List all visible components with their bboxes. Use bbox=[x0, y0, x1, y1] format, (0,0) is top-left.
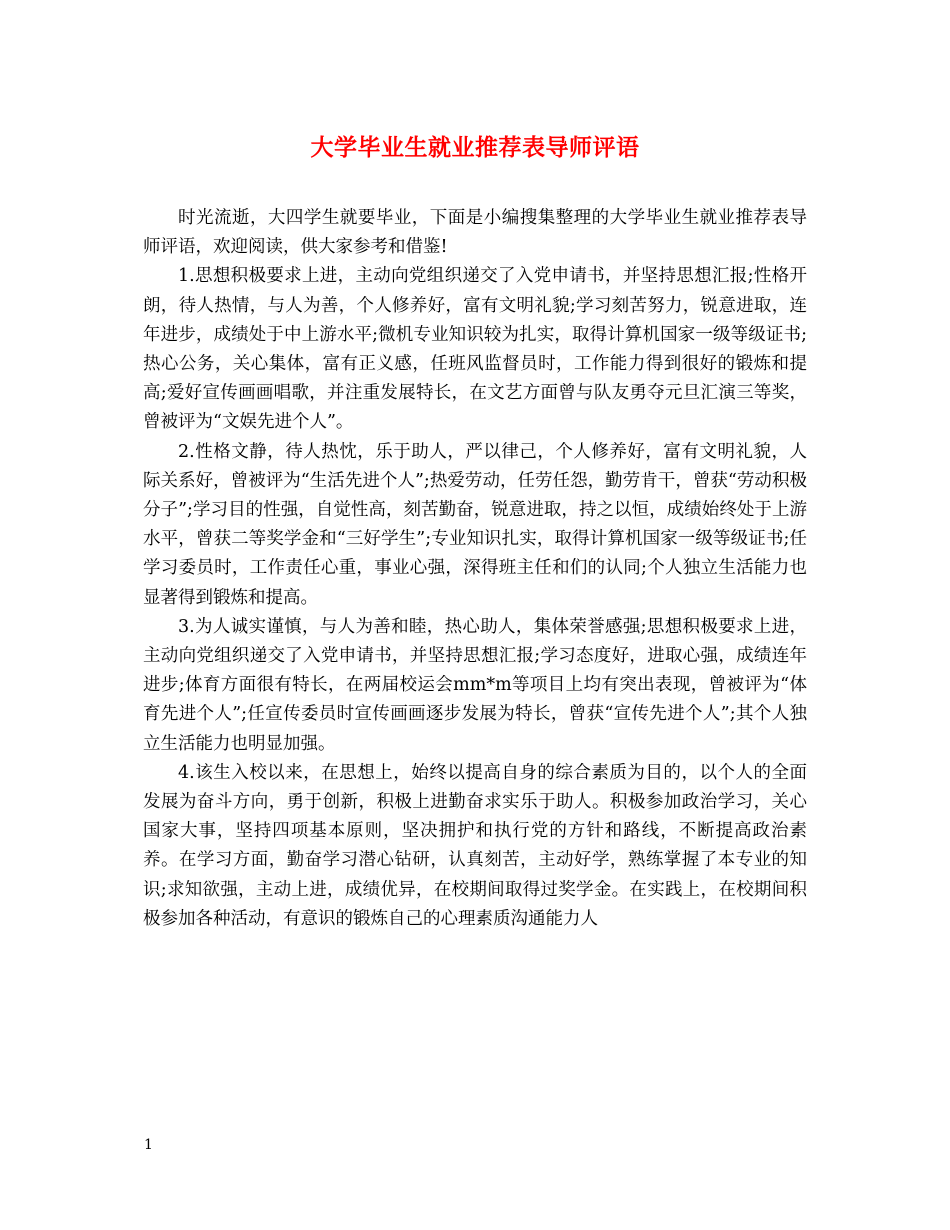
intro-paragraph: 时光流逝，大四学生就要毕业，下面是小编搜集整理的大学毕业生就业推荐表导师评语，欢迎阅读，供大家参考和借鉴! bbox=[143, 208, 807, 258]
comment-paragraph-1: 1.思想积极要求上进，主动向党组织递交了入党申请书，并坚持思想汇报;性格开朗，待人热情，与人为善，个人修养好，富有文明礼貌;学习刻苦努力，锐意进取，连年进步，成绩处于中上游水平;微机专业知识较为扎实，取得计算机国家一级等级证书;热心公务，关心集体，富有正义感，任班风监督员时，工作能力得到很好的锻炼和提高;爱好宣传画画唱歌，并注重发展特长，在文艺方面曾与队友勇夺元旦汇演三等奖，曾被评为“文娱先进个人”。 bbox=[143, 266, 807, 433]
comment-paragraph-4: 4.该生入校以来，在思想上，始终以提高自身的综合素质为目的，以个人的全面发展为奋斗方向，勇于创新，积极上进勤奋求实乐于助人。积极参加政治学习，关心国家大事，坚持四项基本原则，坚决拥护和执行党的方针和路线，不断提高政治素养。在学习方面，勤奋学习潜心钻研，认真刻苦，主动好学，熟练掌握了本专业的知识;求知欲强，主动上进，成绩优异，在校期间取得过奖学金。在实践上，在校期间积极参加各种活动，有意识的锻炼自己的心理素质沟通能力人 bbox=[143, 762, 807, 929]
document-title: 大学毕业生就业推荐表导师评语 bbox=[310, 134, 640, 161]
comment-paragraph-3: 3.为人诚实谨慎，与人为善和睦，热心助人，集体荣誉感强;思想积极要求上进，主动向党组织递交了入党申请书，并坚持思想汇报;学习态度好，进取心强，成绩连年进步;体育方面很有特长，在两届校运会mm*m等项目上均有突出表现，曾被评为“体育先进个人”;任宣传委员时宣传画画逐步发展为特长，曾获“宣传先进个人”;其个人独立生活能力也明显加强。 bbox=[143, 616, 807, 754]
page-number: 1 bbox=[144, 1137, 153, 1153]
document-body bbox=[143, 204, 807, 934]
comment-paragraph-2: 2.性格文静，待人热忱，乐于助人，严以律己，个人修养好，富有文明礼貌，人际关系好，曾被评为“生活先进个人”;热爱劳动，任劳任怨，勤劳肯干，曾获“劳动积极分子”;学习目的性强，自觉性高，刻苦勤奋，锐意进取，持之以恒，成绩始终处于上游水平，曾获二等奖学金和“三好学生”;专业知识扎实，取得计算机国家一级等级证书;任学习委员时，工作责任心重，事业心强，深得班主任和们的认同;个人独立生活能力也显著得到锻炼和提高。 bbox=[143, 441, 807, 608]
